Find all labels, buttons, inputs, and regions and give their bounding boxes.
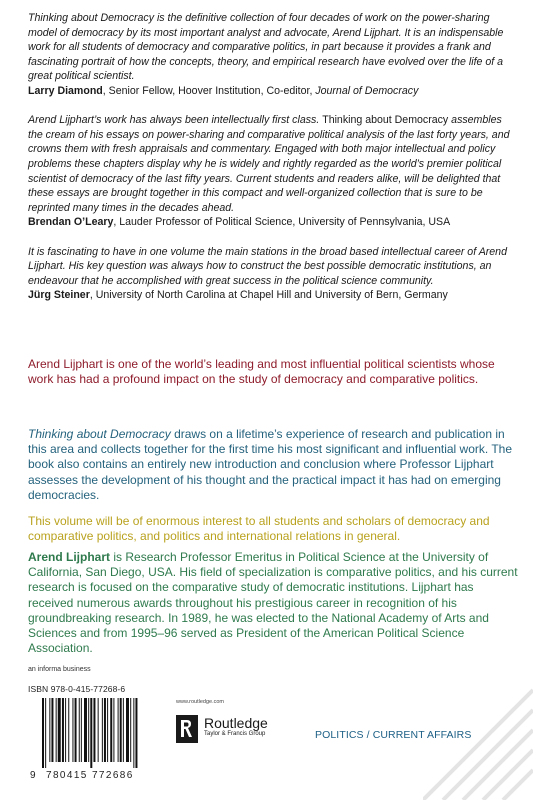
barcode-bar <box>113 698 114 762</box>
barcode-bars <box>42 698 152 768</box>
quote-author: Brendan O’Leary <box>28 216 114 229</box>
quote-attribution: Jürg Steiner, University of North Carolina at Chapel Hill and University of Bern, Germany <box>28 289 448 302</box>
barcode-bar <box>65 698 66 762</box>
barcode-bar <box>98 698 99 762</box>
quote-text: Arend Lijphart’s work has always been intellectually first class. Thinking about Democracy assembles the cream of his essays on power-sharing and comparative political analysis of the last forty years, and crowns them with fresh appraisals and commentary. Engaged with both major intellectual and policy problems these chapters display why he is widely and rightly regarded as the world’s premier political scientist of democracy of the last fifty years. Current students and readers alike, will be delighted that these essays are brought together in this compact and well-organized collection that is sure to be reprinted many times in the decades ahead. <box>28 114 510 214</box>
barcode-bar <box>104 698 106 762</box>
barcode-bar <box>130 698 131 762</box>
publisher-subtitle: Taylor & Francis Group <box>204 731 266 737</box>
barcode-bar <box>93 698 95 762</box>
blurb-description: Thinking about Democracy draws on a lifetime’s experience of research and publication in this area and collects together for the first time his most significant and influential work. The book also contains an entirely new introduction and conclusion where Professor Lijphart assesses the development of his thought and the practical impact it has had on emerging democracies. <box>28 427 513 502</box>
informa-tagline: an informa business <box>28 666 91 673</box>
isbn: ISBN 978-0-415-77268-6 <box>28 684 126 694</box>
barcode-bar <box>45 698 46 768</box>
barcode-bar <box>110 698 112 762</box>
endorsement-diamond <box>28 11 513 99</box>
watermark-stripes <box>423 640 533 800</box>
publisher-website: www.routledge.com <box>176 699 224 705</box>
barcode-bar <box>49 698 50 762</box>
barcode-bar <box>79 698 80 762</box>
barcode-bar <box>88 698 89 762</box>
quote-author: Jürg Steiner <box>28 289 90 302</box>
barcode-bar <box>84 698 87 762</box>
barcode-bar <box>75 698 77 762</box>
subject-category: POLITICS / CURRENT AFFAIRS <box>315 729 472 741</box>
quote-attribution: Larry Diamond, Senior Fellow, Hoover Institution, Co-editor, Journal of Democracy <box>28 84 419 97</box>
barcode-bar <box>68 698 69 762</box>
barcode-bar <box>81 698 82 762</box>
barcode-bar <box>107 698 108 762</box>
endorsement-steiner <box>28 245 513 303</box>
endorsements <box>28 11 513 317</box>
barcode: 9 780415 772686 <box>28 698 166 770</box>
blurb-audience: This volume will be of enormous interest to all students and scholars of democracy and comparative politics, and politics and international relations in general. <box>28 514 490 544</box>
barcode-bar <box>126 698 129 762</box>
barcode-bar <box>58 698 61 762</box>
barcode-bar <box>135 698 137 768</box>
barcode-bar <box>42 698 44 768</box>
endorsement-oleary <box>28 113 513 230</box>
publisher-name: Routledge <box>204 715 268 731</box>
author-bio: Arend Lijphart is Research Professor Emeritus in Political Science at the University of California, San Diego, USA. His field of specialization is comparative politics, and his current research is focused on the comparative study of democratic institutions. Lijphart has received numerous awards throughout his prestigious career in recognition of his groundbreaking research. In 1989, he was elected to the National Academy of Arts and Sciences and from 1995–96 served as President of the American Political Science Association. <box>28 550 518 656</box>
quote-author: Larry Diamond <box>28 84 103 97</box>
barcode-bar <box>120 698 122 762</box>
barcode-bar <box>56 698 57 762</box>
quote-text: It is fascinating to have in one volume the main stations in the broad based intellectual career of Arend Lijphart. His key question was always how to construct the best possible democratic institutions, an endeavour that he accomplished with great success in the political science community. <box>28 245 507 287</box>
barcode-bar <box>118 698 119 762</box>
author-name: Arend Lijphart <box>28 550 111 564</box>
barcode-bar <box>72 698 73 762</box>
quote-attribution: Brendan O’Leary, Lauder Professor of Political Science, University of Pennsylvania, USA <box>28 216 451 229</box>
quote-text: Thinking about Democracy is the definitive collection of four decades of work on the power-sharing model of democracy by its most important analyst and advocate, Arend Lijphart. It is an indispensable work for all students of democracy and comparative politics, in part because it provides a frank and fascinating portrait of how the concepts, theory, and empirical research have evolved over the life of a great political scientist. <box>28 12 504 83</box>
barcode-bar <box>51 698 53 762</box>
barcode-bar <box>90 698 92 768</box>
barcode-bar <box>123 698 124 762</box>
barcode-bar <box>133 698 134 768</box>
barcode-bar <box>62 698 64 762</box>
blurb-intro: Arend Lijphart is one of the world’s leading and most influential political scientists whose work has had a profound impact on the study of democracy and comparative politics. <box>28 357 495 387</box>
routledge-logo-icon <box>176 715 198 743</box>
barcode-bar <box>102 698 103 762</box>
book-title: Thinking about Democracy <box>28 427 171 441</box>
